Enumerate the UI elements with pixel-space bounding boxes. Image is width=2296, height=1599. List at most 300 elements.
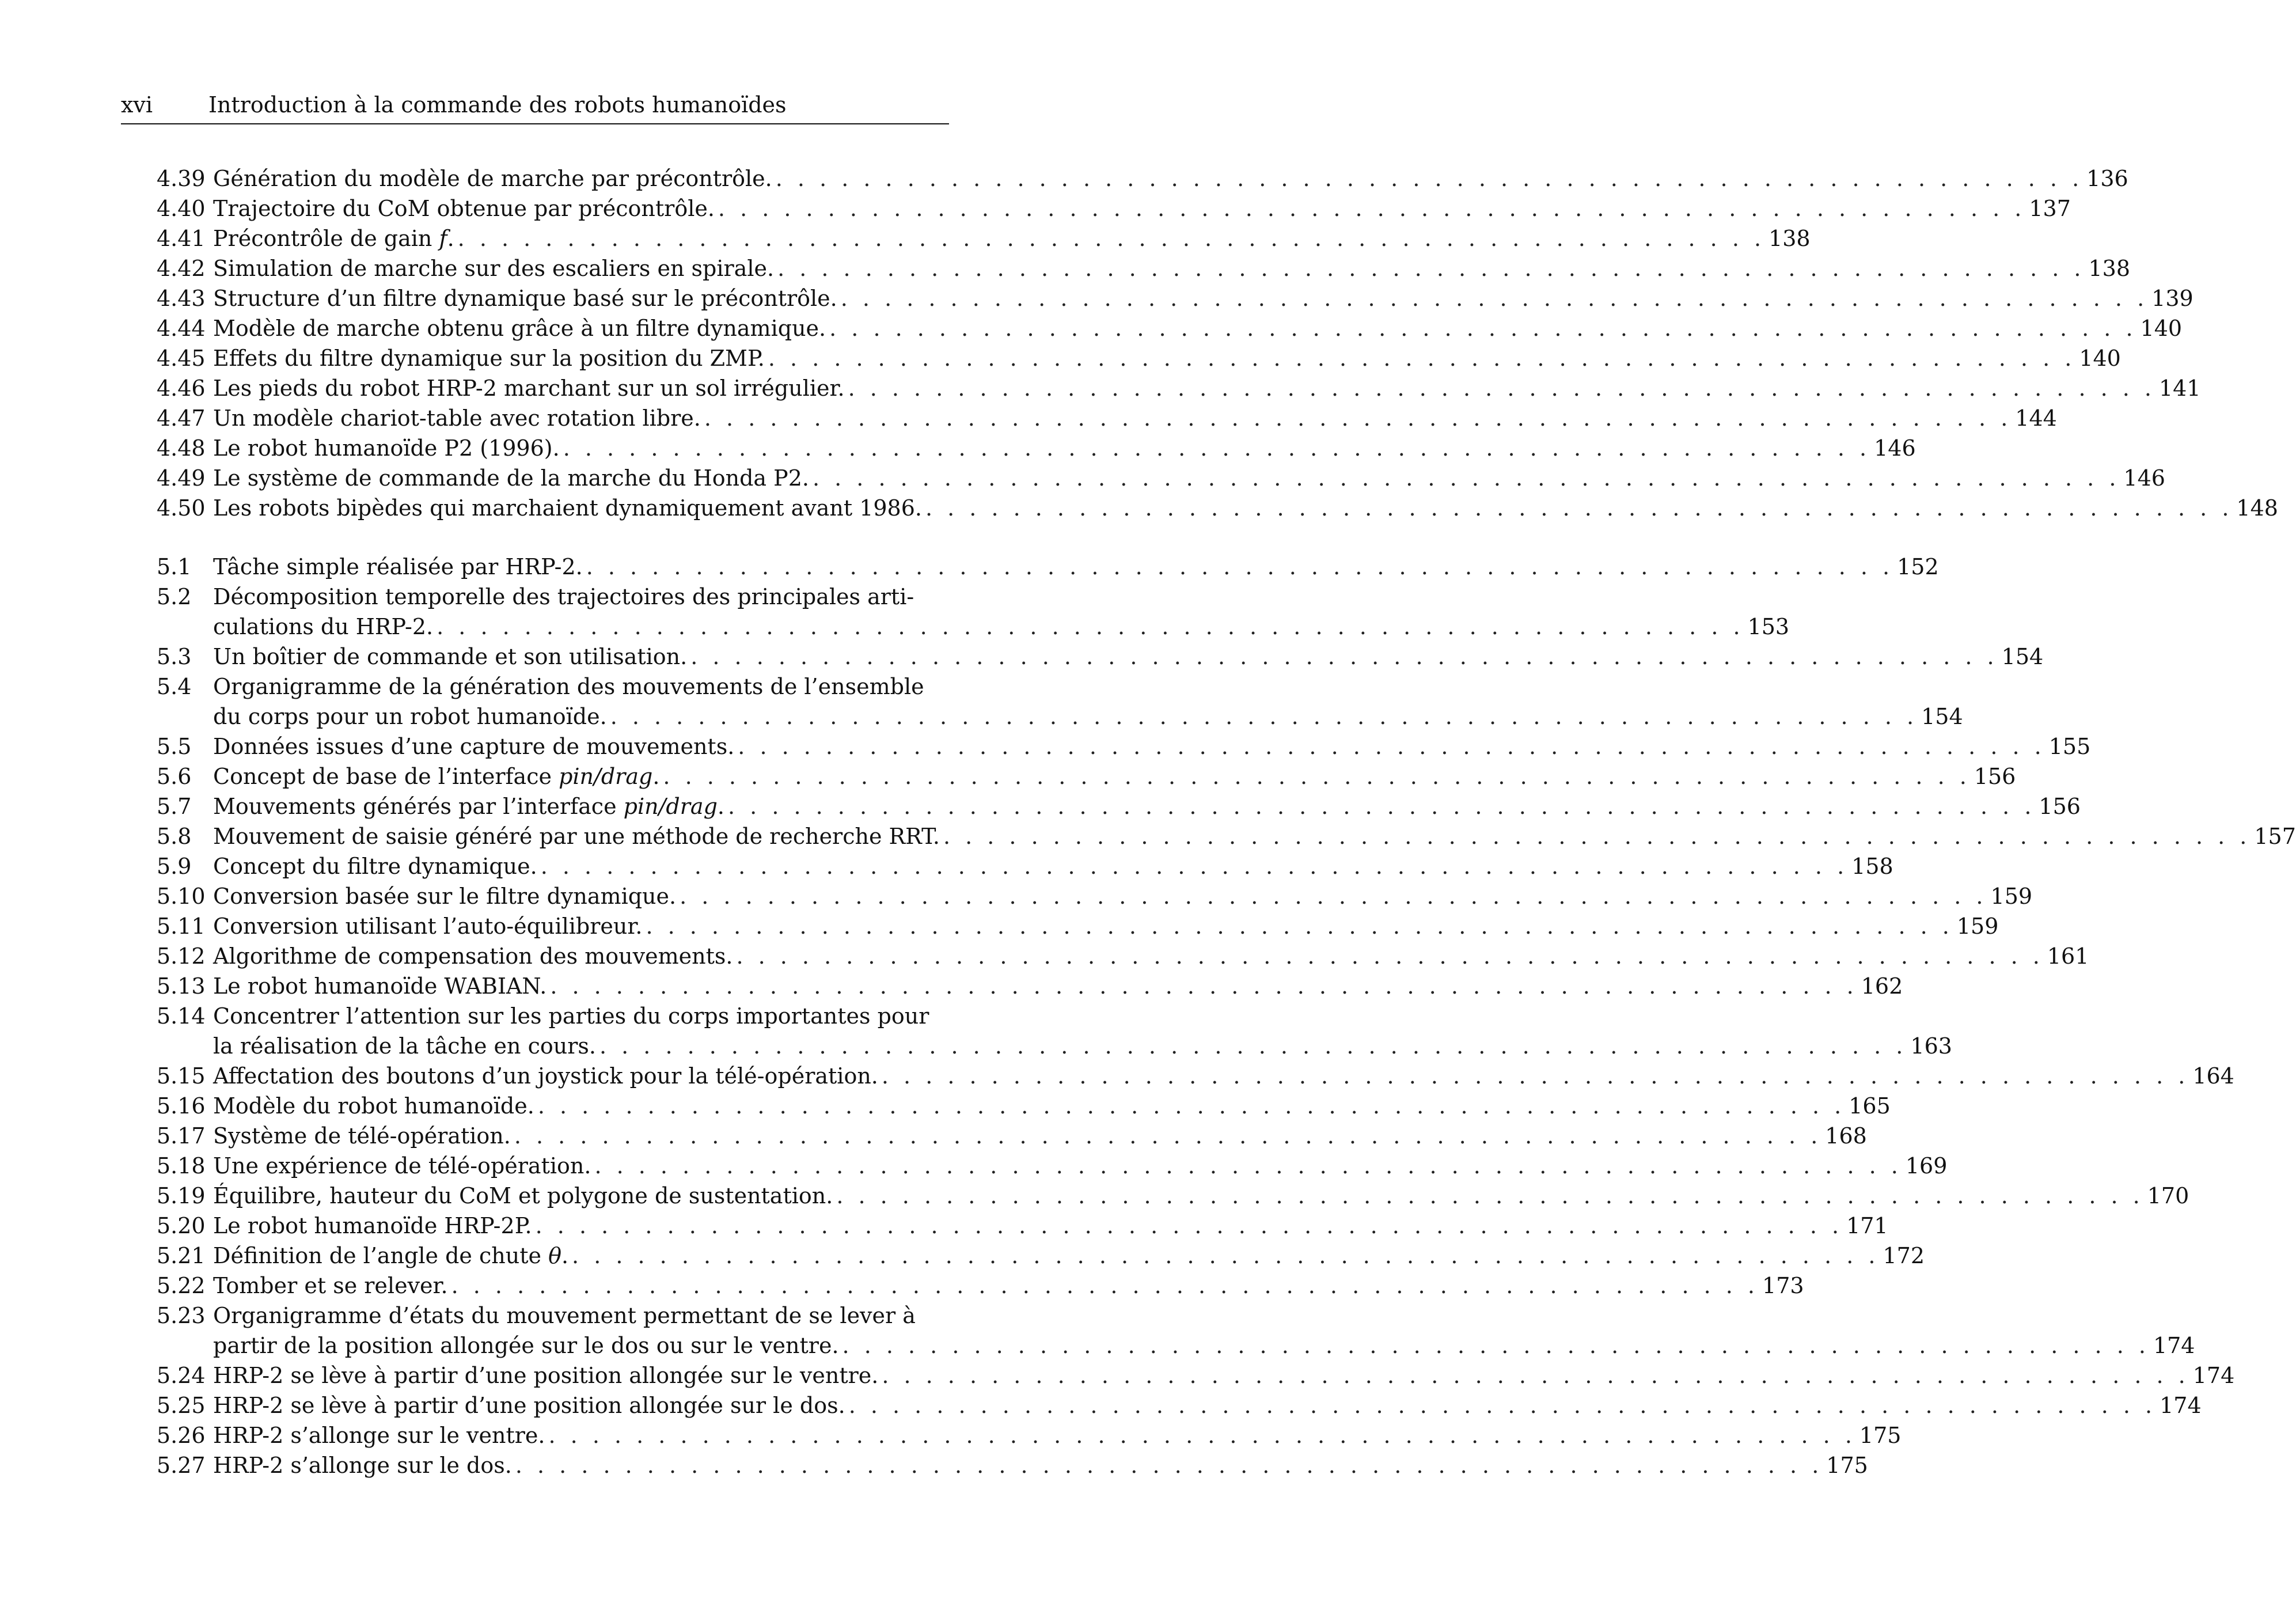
figure-title [213, 1361, 878, 1390]
figure-title [213, 1390, 845, 1420]
figure-title [213, 881, 676, 911]
figure-title [213, 1241, 568, 1271]
figure-number: 5.15 [157, 1063, 206, 1089]
figure-title [213, 761, 659, 791]
figure-title [213, 1151, 591, 1181]
figure-title [213, 791, 724, 821]
figure-title [213, 313, 826, 343]
figure-title-text: Modèle du robot humanoïde. [213, 1093, 534, 1119]
dot-leader: . . . . . . . . . . . . . . . . . . . . . . . . . . . . . . . . . . . . . . . . . . . . . . . . . . . . . . . . . . . . [515, 1453, 1823, 1478]
page-number[interactable]: 144 [2015, 406, 2057, 431]
figure-entry[interactable] [121, 1450, 1868, 1480]
figure-title-line [213, 851, 1893, 881]
page-number[interactable]: 159 [1990, 884, 2033, 909]
dot-leader: . . . . . . . . . . . . . . . . . . . . . . . . . . . . . . . . . . . . . . . . . . . . . . . . . . . . . . . . . . . . [680, 884, 1987, 909]
figure-number: 5.10 [157, 884, 206, 909]
figure-title [213, 403, 701, 433]
figure-title [213, 1031, 596, 1061]
dot-leader: . . . . . . . . . . . . . . . . . . . . . . . . . . . . . . . . . . . . . . . . . . . . . . . . . . . . . . . . . . . . [457, 226, 1766, 251]
figure-title [213, 642, 687, 672]
figure-entry-body [213, 1091, 1891, 1121]
figure-number: 5.2 [157, 584, 192, 609]
dot-leader: . . . . . . . . . . . . . . . . . . . . . . . . . . . . . . . . . . . . . . . . . . . . . . . . . . . . . . . . . . . . [690, 644, 1998, 669]
page-number[interactable]: 138 [1769, 226, 1811, 251]
figure-title-text: Mouvement de saisie généré par une méthode de recherche RRT. [213, 824, 940, 849]
dot-leader: . . . . . . . . . . . . . . . . . . . . . . . . . . . . . . . . . . . . . . . . . . . . . . . . . . . . . . . . . . . . [451, 1273, 1759, 1298]
figure-title-line [213, 971, 1903, 1001]
page-number[interactable]: 146 [2123, 465, 2165, 491]
figure-entry-body [213, 1450, 1868, 1480]
page-number[interactable]: 169 [1905, 1153, 1948, 1179]
figure-title-text: Un modèle chariot-table avec rotation libre. [213, 406, 701, 431]
figure-number: 4.46 [157, 376, 206, 401]
figure-title [213, 1121, 511, 1151]
figure-title [213, 433, 560, 463]
page-number[interactable]: 153 [1747, 614, 1790, 639]
figure-title-text: Conversion basée sur le filtre dynamique. [213, 884, 677, 909]
figure-title-text: Précontrôle de gain [213, 226, 432, 251]
figure-entry[interactable] [121, 821, 2296, 851]
figure-title-first-line: Décomposition temporelle des trajectoires des principales arti- [213, 584, 914, 609]
figure-title-italic: pin/drag [623, 794, 718, 819]
dot-leader: . . . . . . . . . . . . . . . . . . . . . . . . . . . . . . . . . . . . . . . . . . . . . . . . . . . . . . . . . . . . [663, 764, 1971, 789]
dot-leader: . . . . . . . . . . . . . . . . . . . . . . . . . . . . . . . . . . . . . . . . . . . . . . . . . . . . . . . . . . . . [829, 316, 2137, 341]
figure-entry[interactable] [121, 1091, 1891, 1121]
dot-leader: . . . . . . . . . . . . . . . . . . . . . . . . . . . . . . . . . . . . . . . . . . . . . . . . . . . . . . . . . . . . [704, 406, 2012, 431]
figure-title-line [213, 373, 2201, 403]
page-number[interactable]: 140 [2079, 346, 2121, 371]
figure-title-line [213, 552, 1939, 582]
figure-entry-body [213, 1211, 1888, 1241]
figure-number: 5.16 [157, 1093, 206, 1119]
figure-number: 5.27 [157, 1453, 206, 1478]
figure-title-line [213, 1390, 2202, 1420]
figure-title-line [213, 1420, 1902, 1450]
figure-title-text: Concept du filtre dynamique. [213, 854, 537, 879]
figure-entry[interactable] [121, 791, 2081, 821]
figure-entry-body [213, 941, 2089, 971]
figure-title [213, 1420, 545, 1450]
figure-title [213, 552, 583, 582]
page-number[interactable]: 157 [2254, 824, 2296, 849]
figure-title-text: Définition de l’angle de chute [213, 1243, 541, 1268]
figure-entry[interactable] [121, 164, 2128, 194]
figure-title-first-line: Concentrer l’attention sur les parties du corps importantes pour [213, 1003, 929, 1029]
figure-title-text: Le robot humanoïde WABIAN. [213, 973, 547, 999]
figure-entry[interactable] [121, 1241, 1925, 1271]
figure-number: 4.47 [157, 406, 206, 431]
figure-title-text: Données issues d’une capture de mouvements. [213, 734, 735, 759]
dot-leader: . . . . . . . . . . . . . . . . . . . . . . . . . . . . . . . . . . . . . . . . . . . . . . . . . . . . . . . . . . . . [848, 1393, 2157, 1418]
page-number[interactable]: 154 [2001, 644, 2044, 669]
figure-number: 5.14 [157, 1003, 206, 1029]
figure-entry-body [213, 881, 2033, 911]
figure-title-line [213, 911, 1999, 941]
figure-title-text: HRP-2 s’allonge sur le ventre. [213, 1423, 545, 1448]
figure-number: 4.41 [157, 226, 206, 251]
figure-title-line [213, 642, 2044, 672]
figure-entry-body [213, 253, 2131, 283]
figure-entry-body [213, 493, 2278, 523]
figure-entry[interactable] [121, 672, 1963, 732]
figure-entry[interactable] [121, 582, 1790, 642]
figure-entry[interactable] [121, 1121, 1867, 1151]
figure-title [213, 851, 537, 881]
figure-title-line [213, 493, 2278, 523]
figure-entry[interactable] [121, 283, 2193, 313]
figure-title-text: Système de télé-opération. [213, 1123, 511, 1149]
figure-title [213, 283, 837, 313]
figure-entry-body [213, 821, 2296, 851]
figure-entry-body [213, 194, 2071, 223]
figure-title-line [213, 1001, 949, 1031]
figure-entry-body [213, 1361, 2235, 1390]
dot-leader: . . . . . . . . . . . . . . . . . . . . . . . . . . . . . . . . . . . . . . . . . . . . . . . . . . . . . . . . . . . . [738, 734, 2045, 759]
figure-entry[interactable] [121, 223, 1811, 253]
page-number[interactable]: 146 [1874, 435, 1916, 461]
figure-title [213, 194, 715, 223]
figure-entry[interactable] [121, 463, 2165, 493]
figure-title-text: Le robot humanoïde HRP-2P. [213, 1213, 532, 1238]
figure-number: 5.22 [157, 1273, 206, 1298]
page-number[interactable]: 172 [1883, 1243, 1925, 1268]
figure-title-line [213, 1361, 2235, 1390]
figure-title [213, 612, 433, 642]
figure-list-chapter-4 [121, 164, 2278, 523]
page-number[interactable]: 158 [1851, 854, 1893, 879]
figure-title-line [213, 1450, 1868, 1480]
dot-leader: . . . . . . . . . . . . . . . . . . . . . . . . . . . . . . . . . . . . . . . . . . . . . . . . . . . . . . . . . . . . [718, 196, 2026, 221]
figure-entry-body [213, 911, 1999, 941]
figure-entry[interactable] [121, 1361, 2235, 1390]
figure-number: 5.1 [157, 554, 192, 579]
figure-title-line [213, 194, 2071, 223]
figure-entry[interactable] [121, 761, 2016, 791]
figure-number: 5.4 [157, 674, 192, 699]
figure-title-italic: pin/drag [559, 764, 653, 789]
figure-title-text: Conversion utilisant l’auto-équilibreur. [213, 914, 643, 939]
figure-title [213, 343, 765, 373]
figure-title-line [213, 1271, 1804, 1301]
figure-title-line [213, 821, 2296, 851]
figure-title-line [213, 941, 2089, 971]
dot-leader: . . . . . . . . . . . . . . . . . . . . . . . . . . . . . . . . . . . . . . . . . . . . . . . . . . . . . . . . . . . . [881, 1063, 2189, 1089]
figure-title-line [213, 1091, 1891, 1121]
figure-title-line [213, 1211, 1888, 1241]
figure-title-line [213, 732, 2091, 761]
dot-leader: . . . . . . . . . . . . . . . . . . . . . . . . . . . . . . . . . . . . . . . . . . . . . . . . . . . . . . . . . . . . [768, 346, 2076, 371]
figure-entry[interactable] [121, 1271, 1804, 1301]
page-number[interactable]: 165 [1849, 1093, 1891, 1119]
figure-title-first-line: Organigramme de la génération des mouvements de l’ensemble [213, 674, 924, 699]
dot-leader: . . . . . . . . . . . . . . . . . . . . . . . . . . . . . . . . . . . . . . . . . . . . . . . . . . . . . . . . . . . . [728, 794, 2036, 819]
figure-title-text: Trajectoire du CoM obtenue par précontrôle. [213, 196, 715, 221]
dot-leader: . . . . . . . . . . . . . . . . . . . . . . . . . . . . . . . . . . . . . . . . . . . . . . . . . . . . . . . . . . . . [840, 286, 2149, 311]
figure-number: 5.21 [157, 1243, 206, 1268]
dot-leader: . . . . . . . . . . . . . . . . . . . . . . . . . . . . . . . . . . . . . . . . . . . . . . . . . . . . . . . . . . . . [535, 1213, 1843, 1238]
figure-entry-body [213, 971, 1903, 1001]
figure-number: 4.40 [157, 196, 206, 221]
figure-entry-body [213, 1271, 1804, 1301]
figure-entry[interactable] [121, 1301, 2195, 1361]
dot-leader: . . . . . . . . . . . . . . . . . . . . . . . . . . . . . . . . . . . . . . . . . . . . . . . . . . . . . . . . . . . . [514, 1123, 1822, 1149]
figure-number: 5.24 [157, 1363, 206, 1388]
figure-title-first-line: Organigramme d’états du mouvement permettant de se lever à [213, 1303, 916, 1328]
figure-title-line [213, 1331, 2195, 1361]
figure-entry[interactable] [121, 1001, 1952, 1061]
figure-entry-body [213, 732, 2091, 761]
page-number[interactable]: 156 [2039, 794, 2081, 819]
figure-entry-body [213, 373, 2201, 403]
figure-title-text: Tomber et se relever. [213, 1273, 448, 1298]
figure-entry-body [213, 761, 2016, 791]
figure-title-suffix: . [717, 794, 724, 819]
figure-entry-body [213, 1301, 2195, 1361]
figure-entry-body [213, 313, 2183, 343]
page-number[interactable]: 161 [2047, 944, 2089, 969]
figure-title-text: partir de la position allongée sur le dos ou sur le ventre. [213, 1333, 839, 1358]
figure-title-text: Le système de commande de la marche du Honda P2. [213, 465, 809, 491]
dot-leader: . . . . . . . . . . . . . . . . . . . . . . . . . . . . . . . . . . . . . . . . . . . . . . . . . . . . . . . . . . . . [437, 614, 1744, 639]
running-title: Introduction à la commande des robots humanoïdes [208, 92, 787, 118]
figure-number: 5.20 [157, 1213, 206, 1238]
figure-entry-body [213, 791, 2081, 821]
page-number[interactable]: 163 [1910, 1033, 1952, 1059]
page-number[interactable]: 156 [1974, 764, 2016, 789]
figure-title [213, 493, 922, 523]
figure-number: 4.44 [157, 316, 206, 341]
page-number[interactable]: 139 [2151, 286, 2193, 311]
dot-leader: . . . . . . . . . . . . . . . . . . . . . . . . . . . . . . . . . . . . . . . . . . . . . . . . . . . . . . . . . . . . [812, 465, 2120, 491]
figure-entry-body [213, 582, 1790, 642]
figure-entry[interactable] [121, 373, 2201, 403]
page-number[interactable]: 173 [1762, 1273, 1804, 1298]
figure-entry[interactable] [121, 194, 2071, 223]
page-number[interactable]: 174 [2153, 1333, 2195, 1358]
page-number[interactable]: 138 [2088, 256, 2131, 281]
figure-entry-body [213, 164, 2128, 194]
dot-leader: . . . . . . . . . . . . . . . . . . . . . . . . . . . . . . . . . . . . . . . . . . . . . . . . . . . . . . . . . . . . [563, 435, 1871, 461]
dot-leader: . . . . . . . . . . . . . . . . . . . . . . . . . . . . . . . . . . . . . . . . . . . . . . . . . . . . . . . . . . . . [775, 166, 2084, 191]
figure-number: 5.13 [157, 973, 206, 999]
figure-entry-body [213, 1181, 2189, 1211]
figure-title-line [213, 1061, 2234, 1091]
dot-leader: . . . . . . . . . . . . . . . . . . . . . . . . . . . . . . . . . . . . . . . . . . . . . . . . . . . . . . . . . . . . [882, 1363, 2189, 1388]
figure-entry-body [213, 343, 2121, 373]
dot-leader: . . . . . . . . . . . . . . . . . . . . . . . . . . . . . . . . . . . . . . . . . . . . . . . . . . . . . . . . . . . . [777, 256, 2085, 281]
page-number[interactable]: 155 [2048, 734, 2091, 759]
page-number[interactable]: 175 [1859, 1423, 1902, 1448]
figure-title [213, 463, 809, 493]
figure-title [213, 1211, 532, 1241]
figure-entry[interactable] [121, 1420, 1902, 1450]
figure-entry[interactable] [121, 433, 1916, 463]
figure-title-text: Une expérience de télé-opération. [213, 1153, 591, 1179]
figure-number: 4.48 [157, 435, 206, 461]
page-number[interactable]: 168 [1825, 1123, 1867, 1149]
figure-title-text: la réalisation de la tâche en cours. [213, 1033, 596, 1059]
figure-number: 4.39 [157, 166, 206, 191]
page-number[interactable]: 174 [2192, 1363, 2235, 1388]
figure-number: 5.12 [157, 944, 206, 969]
dot-leader: . . . . . . . . . . . . . . . . . . . . . . . . . . . . . . . . . . . . . . . . . . . . . . . . . . . . . . . . . . . . [836, 1183, 2144, 1208]
figure-entry-body [213, 642, 2044, 672]
figure-entry[interactable] [121, 911, 1999, 941]
figure-title-text: Mouvements générés par l’interface [213, 794, 617, 819]
figure-number: 5.17 [157, 1123, 206, 1149]
figure-title [213, 1331, 839, 1361]
figure-entry-body [213, 1390, 2202, 1420]
figure-title-line [213, 433, 1916, 463]
dot-leader: . . . . . . . . . . . . . . . . . . . . . . . . . . . . . . . . . . . . . . . . . . . . . . . . . . . . . . . . . . . . [550, 973, 1858, 999]
figure-entry-body [213, 1001, 1952, 1061]
figure-entry-body [213, 1241, 1925, 1271]
page-number[interactable]: 137 [2029, 196, 2071, 221]
figure-title [213, 1061, 878, 1091]
figure-number: 5.18 [157, 1153, 206, 1179]
figure-title-line [213, 403, 2057, 433]
page-number[interactable]: 136 [2086, 166, 2128, 191]
figure-title-line [213, 283, 2193, 313]
figure-title [213, 1091, 534, 1121]
figure-title [213, 941, 733, 971]
figure-number: 5.25 [157, 1393, 206, 1418]
figure-title-suffix: . [652, 764, 660, 789]
figure-title [213, 1271, 448, 1301]
page-number[interactable]: 152 [1897, 554, 1939, 579]
page-number[interactable]: 170 [2147, 1183, 2189, 1208]
figure-number: 5.3 [157, 644, 192, 669]
figure-entry-body [213, 1420, 1902, 1450]
figure-entry[interactable] [121, 1151, 1948, 1181]
figure-entry[interactable] [121, 313, 2183, 343]
figure-entry-body [213, 433, 1916, 463]
figure-title-line [213, 1301, 949, 1331]
figure-title-text: Modèle de marche obtenu grâce à un filtre dynamique. [213, 316, 826, 341]
figure-title-text: Le robot humanoïde P2 (1996). [213, 435, 560, 461]
page-number[interactable]: 171 [1846, 1213, 1888, 1238]
figure-title-line [213, 1151, 1948, 1181]
figure-title [213, 911, 642, 941]
figure-title [213, 971, 547, 1001]
figure-entry[interactable] [121, 343, 2121, 373]
figure-title-line [213, 1121, 1867, 1151]
figure-entry[interactable] [121, 642, 2044, 672]
figure-title [213, 1450, 512, 1480]
page-number[interactable]: 174 [2160, 1393, 2202, 1418]
figure-title-suffix: . [561, 1243, 569, 1268]
dot-leader: . . . . . . . . . . . . . . . . . . . . . . . . . . . . . . . . . . . . . . . . . . . . . . . . . . . . . . . . . . . . [610, 704, 1918, 729]
figure-number: 5.26 [157, 1423, 206, 1448]
figure-title-text: culations du HRP-2. [213, 614, 434, 639]
figure-entry[interactable] [121, 1181, 2189, 1211]
figure-title-line [213, 612, 1790, 642]
figure-title-text: Algorithme de compensation des mouvements. [213, 944, 733, 969]
figure-title-line [213, 463, 2165, 493]
figure-title-line [213, 1031, 1952, 1061]
figure-title-text: HRP-2 s’allonge sur le dos. [213, 1453, 512, 1478]
figure-title-text: Tâche simple réalisée par HRP-2. [213, 554, 583, 579]
figure-number: 5.6 [157, 764, 192, 789]
figure-list-chapter-5 [121, 552, 2296, 1480]
figure-title-text: HRP-2 se lève à partir d’une position allongée sur le dos. [213, 1393, 845, 1418]
figure-title [213, 253, 774, 283]
figure-number: 5.5 [157, 734, 192, 759]
figure-title-text: Affectation des boutons d’un joystick pour la télé-opération. [213, 1063, 878, 1089]
figure-title-line [213, 881, 2033, 911]
figure-entry[interactable] [121, 253, 2131, 283]
figure-title-italic: f [439, 226, 447, 251]
page-number[interactable]: 140 [2140, 316, 2183, 341]
figure-entry-body [213, 552, 1939, 582]
page-number[interactable]: 159 [1956, 914, 1999, 939]
figure-entry-body [213, 851, 1893, 881]
figure-number: 5.7 [157, 794, 192, 819]
figure-entry[interactable] [121, 1211, 1888, 1241]
figure-title-suffix: . [447, 226, 454, 251]
figure-title [213, 1181, 833, 1211]
figure-title [213, 732, 734, 761]
figure-title-text: Structure d’un filtre dynamique basé sur le précontrôle. [213, 286, 837, 311]
figure-entry[interactable] [121, 941, 2089, 971]
figure-title [213, 164, 772, 194]
figure-entry-body [213, 672, 1963, 732]
figure-entry-body [213, 223, 1811, 253]
page-number[interactable]: 175 [1826, 1453, 1868, 1478]
figure-title-text: Les pieds du robot HRP-2 marchant sur un sol irrégulier. [213, 376, 845, 401]
figure-number: 4.50 [157, 495, 206, 521]
figure-title-text: Simulation de marche sur des escaliers en spirale. [213, 256, 775, 281]
figure-number: 5.11 [157, 914, 206, 939]
figure-title-line [213, 343, 2121, 373]
dot-leader: . . . . . . . . . . . . . . . . . . . . . . . . . . . . . . . . . . . . . . . . . . . . . . . . . . . . . . . . . . . . [646, 914, 1953, 939]
figure-entry[interactable] [121, 552, 1939, 582]
figure-entry[interactable] [121, 881, 2033, 911]
figure-title-line [213, 702, 1963, 732]
figure-title-line [213, 761, 2016, 791]
figure-title-line [213, 1181, 2189, 1211]
figure-entry-body [213, 283, 2193, 313]
figure-title-text: HRP-2 se lève à partir d’une position allongée sur le ventre. [213, 1363, 879, 1388]
figure-entry[interactable] [121, 971, 1903, 1001]
page-number[interactable]: 141 [2159, 376, 2201, 401]
dot-leader: . . . . . . . . . . . . . . . . . . . . . . . . . . . . . . . . . . . . . . . . . . . . . . . . . . . . . . . . . . . . [548, 1423, 1856, 1448]
figure-title-line [213, 223, 1811, 253]
figure-entry[interactable] [121, 732, 2091, 761]
figure-entry-body [213, 1121, 1867, 1151]
page-number[interactable]: 164 [2192, 1063, 2234, 1089]
dot-leader: . . . . . . . . . . . . . . . . . . . . . . . . . . . . . . . . . . . . . . . . . . . . . . . . . . . . . . . . . . . . [943, 824, 2251, 849]
page-number[interactable]: 162 [1861, 973, 1903, 999]
figure-title-line [213, 164, 2128, 194]
figure-entry[interactable] [121, 403, 2057, 433]
figure-entry[interactable] [121, 851, 1893, 881]
dot-leader: . . . . . . . . . . . . . . . . . . . . . . . . . . . . . . . . . . . . . . . . . . . . . . . . . . . . . . . . . . . . [736, 944, 2044, 969]
page-number[interactable]: 154 [1921, 704, 1963, 729]
figure-title-text: Génération du modèle de marche par précontrôle. [213, 166, 772, 191]
figure-number: 4.42 [157, 256, 206, 281]
figure-entry[interactable] [121, 1061, 2234, 1091]
figure-entry[interactable] [121, 493, 2278, 523]
figure-number: 5.9 [157, 854, 192, 879]
figure-title-line [213, 672, 949, 702]
figure-title [213, 373, 845, 403]
page-number[interactable]: 148 [2236, 495, 2278, 521]
figure-number: 5.8 [157, 824, 192, 849]
figure-entry-body [213, 1061, 2234, 1091]
figure-entry-body [213, 463, 2165, 493]
figure-entry[interactable] [121, 1390, 2202, 1420]
